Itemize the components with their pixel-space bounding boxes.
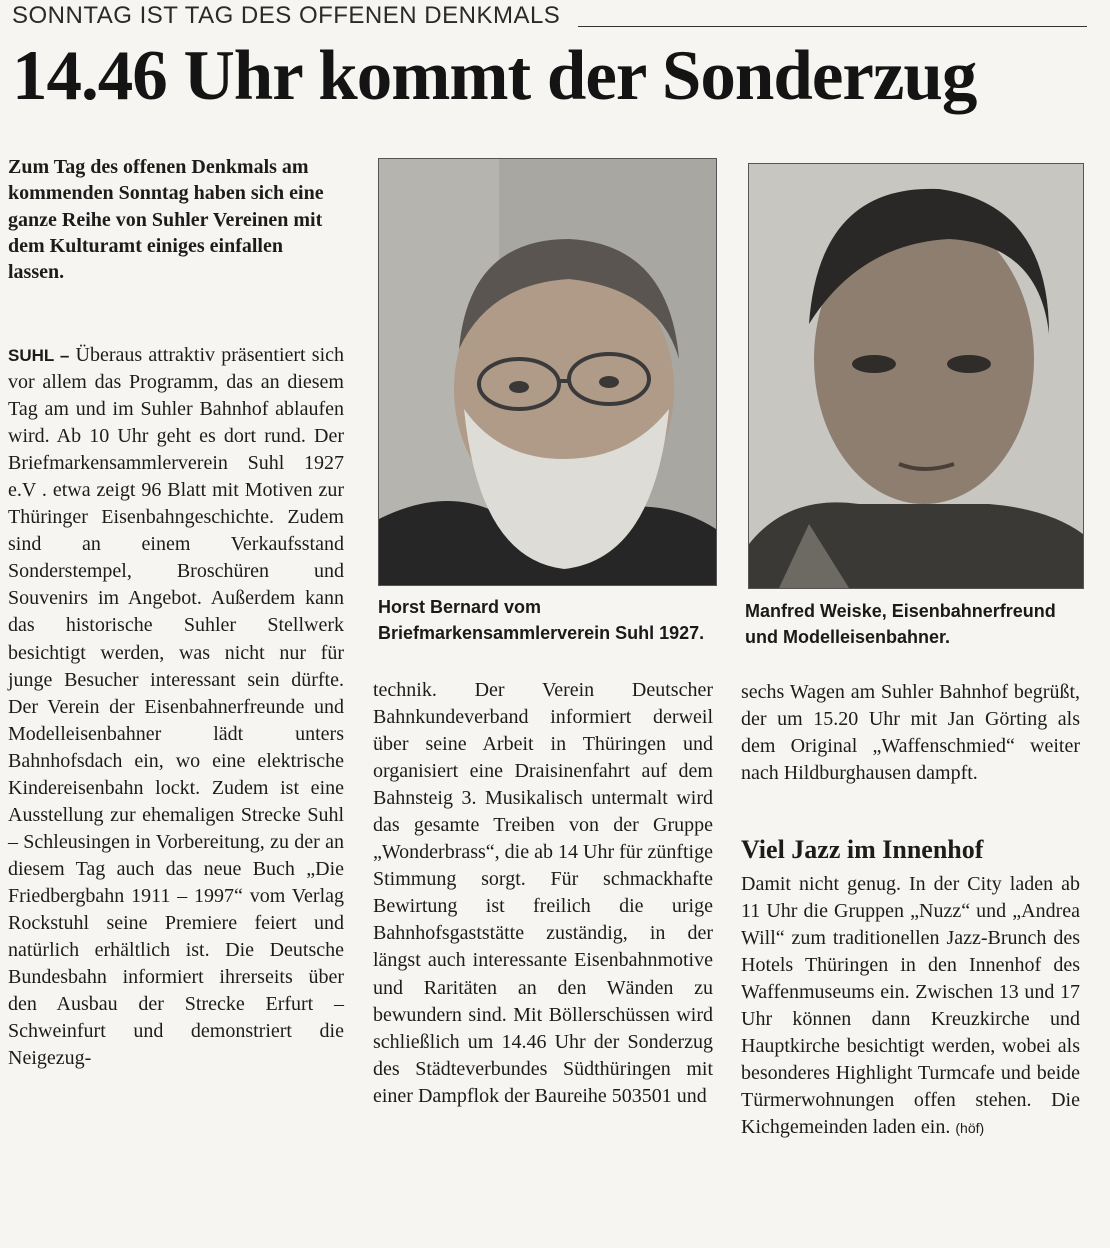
headline: 14.46 Uhr kommt der Sonderzug <box>12 37 977 115</box>
portrait-young-man <box>749 164 1083 588</box>
dateline: SUHL – <box>8 346 70 365</box>
body-text-col1: Überaus attraktiv präsentiert sich vor allem das Programm, das an diesem Tag am und im Suhler Bahnhof ablaufen wird. Ab 10 Uhr geht es dort rund. Der Briefmarkensammlerverein Suhl 1927 e.V . etwa zeigt 96 Blatt mit Motiven zur Thüringer Eisenbahngeschichte. Zudem sind an einem Verkaufsstand Sonderstempel, Broschüren und Souvenirs im Angebot. Außerdem kann das historische Suhler Stellwerk besichtigt werden, was nicht nur für junge Besucher interessant sein dürfte. Der Verein der Eisenbahnerfreunde und Modelleisenbahner lädt unters Bahnhofsdach ein, wo eine elektrische Kindereisenbahn lockt. Zudem ist eine Ausstellung zur ehemaligen Strecke Suhl – Schleusingen in Vorbereitung, zu der an diesem Tag auch das neue Buch „Die Friedbergbahn 1911 – 1997“ vom Verlag Rockstuhl seine Premiere feiert und natürlich erhältlich ist. Die Deutsche Bundesbahn informiert ihrerseits über den Ausbau der Strecke Erfurt – Schweinfurt und demonstriert die Neigezug- <box>8 344 344 1070</box>
kicker-line <box>12 0 1087 30</box>
photo-caption-left: Horst Bernard vom Briefmarkensammlerverein Suhl 1927. <box>378 597 705 643</box>
body-column-1 <box>8 342 344 1072</box>
portrait-bearded-man <box>379 159 716 585</box>
subheading: Viel Jazz im Innenhof <box>741 835 984 864</box>
photo-manfred-weiske <box>748 163 1084 589</box>
body-column-2 <box>373 677 713 1110</box>
lede-paragraph: Zum Tag des offenen Denkmals am kommenden Sonntag haben sich eine ganze Reihe von Suhler Vereinen mit dem Kulturamt einiges einfallen lassen. <box>8 156 324 284</box>
photo-caption-right: Manfred Weiske, Eisenbahnerfreund und Modelleisenbahner. <box>745 601 1056 647</box>
body-text-col3b: Damit nicht genug. In der City laden ab 11 Uhr die Gruppen „Nuzz“ und „Andrea Will“ zum traditionellen Jazz-Brunch des Hotels Thüringen in den Innenhof des Waffenmuseums ein. Zwischen 13 und 17 Uhr können dann Kreuzkirche und Hauptkirche besichtigt werden, wobei als besonderes Highlight Turmcafe und beide Türmerwohnungen offen stehen. Die Kichgemeinden laden ein. <box>741 873 1080 1139</box>
author-signature: (höf) <box>955 1120 985 1137</box>
body-text-col2: technik. Der Verein Deutscher Bahnkundeverband informiert derweil über seine Arbeit in Thüringen und organisiert eine Draisinenfahrt auf dem Bahnsteig 3. Musikalisch untermalt wird das gesamte Treiben von der Gruppe „Wonderbrass“, die ab 14 Uhr für zünftige Stimmung sorgt. Für schmackhafte Bewirtung ist freilich die urige Bahnhofsgaststätte zuständig, in der längst auch interessante Eisenbahnmotive und Raritäten an den Wänden zu bewundern sind. Mit Böllerschüssen wird schließlich um 14.46 Uhr der Sonderzug des Städteverbundes Südthüringen mit einer Dampflok der Baureihe 503501 und <box>373 679 713 1107</box>
kicker-rule <box>578 26 1087 27</box>
body-column-3 <box>741 679 1080 787</box>
photo-horst-bernard <box>378 158 717 586</box>
body-column-3-continued <box>741 871 1080 1142</box>
body-text-col3: sechs Wagen am Suhler Bahnhof begrüßt, der um 15.20 Uhr mit Jan Görting als dem Original „Waffenschmied“ weiter nach Hildburghausen dampft. <box>741 681 1080 785</box>
kicker-text: SONNTAG IST TAG DES OFFENEN DENKMALS <box>12 2 561 29</box>
